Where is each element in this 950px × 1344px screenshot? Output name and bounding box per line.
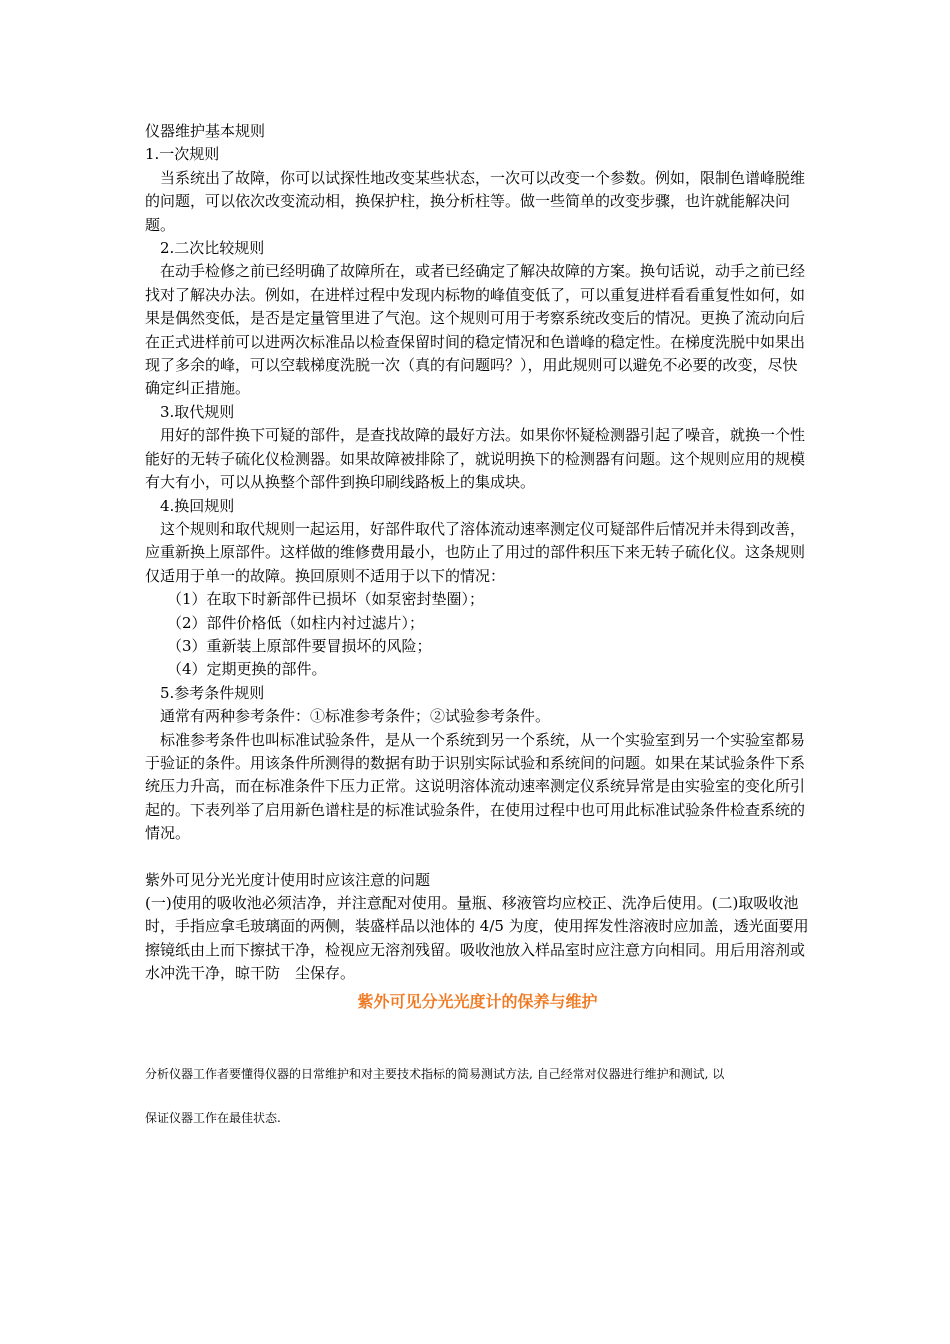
rule3-heading: 3.取代规则 — [160, 402, 235, 421]
rule4-item: （4）定期更换的部件。 — [167, 660, 327, 679]
rule1-heading: 1.一次规则 — [145, 145, 220, 164]
section-title: 仪器维护基本规则 — [145, 122, 266, 140]
section2-body: (一)使用的吸收池必须洁净，并注意配对使用。量瓶、移液管均应校正、洗净后使用。(二)取吸收池时，手指应拿毛玻璃面的两侧，装盛样品以池体的 4/5 为度，使用挥发性溶液时应加盖，透光面要用擦镜纸由上而下擦拭干净，检视应无溶剂残留。吸收池放入样品室时应注意方向相同。用后用溶剂或水冲洗干净，晾干防 尘保存。 — [145, 894, 809, 983]
rule2-body: 在动手检修之前已经明确了故障所在，或者已经确定了解决故障的方案。换句话说，动手之前已经找对了解决办法。例如，在进样过程中发现内标物的峰值变低了，可以重复进样看看重复性如何，如果是偶然变低，是否是定量管里进了气泡。这个规则可用于考察系统改变后的情况。更换了流动向后在正式进样前可以进两次标准品以检查保留时间的稳定情况和色谱峰的稳定性。在梯度洗脱中如果出现了多余的峰，可以空载梯度洗脱一次（真的有问题吗？），用此规则可以避免不必要的改变，尽快确定纠正措施。 — [145, 262, 806, 398]
document-page — [145, 120, 810, 1128]
spacer — [145, 1030, 810, 1064]
section3-para-2: 保证仪器工作在最佳状态. — [145, 1110, 281, 1125]
section2-title: 紫外可见分光光度计使用时应该注意的问题 — [145, 870, 431, 889]
rule4-item: （1）在取下时新部件已损坏（如泵密封垫圈）； — [167, 590, 485, 609]
section3-para-1: 分析仪器工作者要懂得仪器的日常维护和对主要技术指标的简易测试方法, 自己经常对仪器进行维护和测试, 以 — [145, 1066, 725, 1081]
rule4-item: （3）重新装上原部件要冒损坏的风险； — [167, 636, 432, 655]
section3-title: 紫外可见分光光度计的保养与维护 — [357, 991, 598, 1011]
rule1-body: 当系统出了故障，你可以试探性地改变某些状态，一次可以改变一个参数。例如，限制色谱峰脱维的问题，可以依次改变流动相，换保护柱，换分析柱等。做一些简单的改变步骤，也许就能解决问题。 — [145, 168, 806, 234]
rule4-body: 这个规则和取代规则一起运用，好部件取代了溶体流动速率测定仪可疑部件后情况并未得到改善，应重新换上原部件。这样做的维修费用最小，也防止了用过的部件积压下来无转子硫化仪。这条规则仅适用于单一的故障。换回原则不适用于以下的情况： — [145, 519, 806, 585]
rule5-heading: 5.参考条件规则 — [160, 683, 265, 702]
spacer — [145, 1084, 810, 1108]
rule5-body-1: 通常有两种参考条件：①标准参考条件；②试验参考条件。 — [160, 707, 551, 726]
spacer — [145, 846, 810, 869]
rule4-heading: 4.换回规则 — [160, 496, 235, 515]
rule4-item: （2）部件价格低（如柱内衬过滤片）； — [167, 613, 425, 632]
rule5-body-2: 标准参考条件也叫标准试验条件，是从一个系统到另一个系统，从一个实验室到另一个实验室都易于验证的条件。用该条件所测得的数据有助于识别实际试验和系统间的问题。如果在某试验条件下系统压力升高，而在标准条件下压力正常。这说明溶体流动速率测定仪系统异常是由实验室的变化所引起的。下表列举了启用新色谱柱是的标准试验条件，在使用过程中也可用此标准试验条件检查系统的情况。 — [145, 730, 806, 843]
rule2-heading: 2.二次比较规则 — [160, 239, 265, 258]
rule3-body: 用好的部件换下可疑的部件，是查找故障的最好方法。如果你怀疑检测器引起了噪音，就换一个性能好的无转子硫化仪检测器。如果故障被排除了，就说明换下的检测器有问题。这个规则应用的规模有大有小，可以从换整个部件到换印刷线路板上的集成块。 — [145, 426, 806, 492]
